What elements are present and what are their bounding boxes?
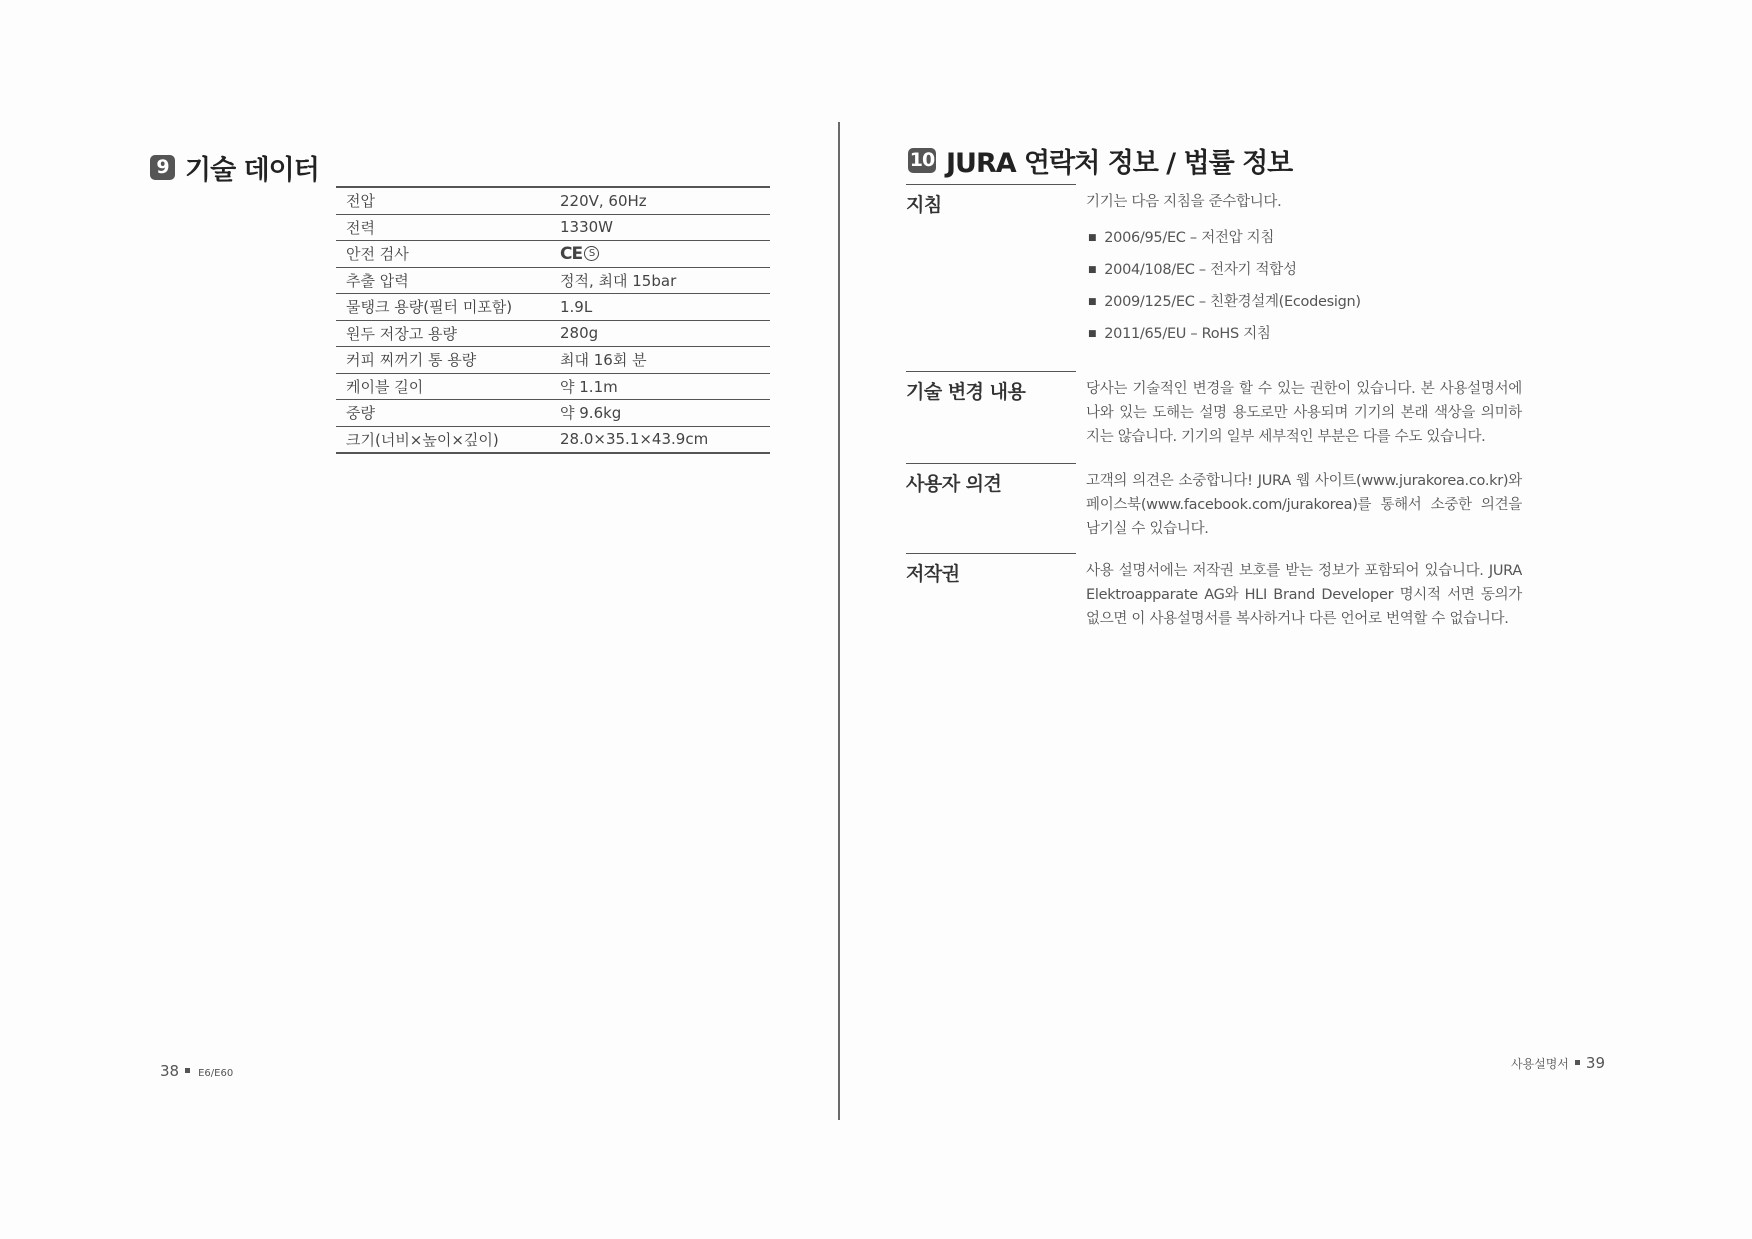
- spec-value: 1.9L: [560, 297, 593, 316]
- table-row: [336, 267, 770, 294]
- spec-label: 물탱크 용량(필터 미포함): [346, 298, 513, 317]
- section-9-title: [150, 148, 319, 187]
- spec-value: 280g: [560, 324, 599, 343]
- divider: [906, 184, 1076, 185]
- directive-list: [1086, 222, 1522, 350]
- user-feedback-text: 고객의 의견은 소중합니다! JURA 웹 사이트(www.jurakorea.co.kr)와 페이스북(www.facebook.com/jurakorea)를 통해서 소중한 의견을 남기실 수 있습니다.: [1086, 473, 1522, 537]
- spec-value: 28.0×35.1×43.9cm: [560, 430, 709, 449]
- spec-label: 크기(너비×높이×깊이): [346, 430, 499, 449]
- model-name: E6/E60: [198, 1068, 234, 1079]
- spec-value: 약 9.6kg: [560, 404, 622, 423]
- section-number-badge: 9: [150, 155, 175, 180]
- user-feedback-heading: 사용자 의견: [906, 473, 1002, 495]
- table-row: [336, 347, 770, 374]
- table-row: [336, 426, 770, 453]
- spec-label: 전력: [346, 218, 375, 237]
- table-row: [336, 241, 770, 268]
- copyright-text: 사용 설명서에는 저작권 보호를 받는 정보가 포함되어 있습니다. JURA Elektroapparate AG와 HLI Brand Developer 명시적 서면 동의가 없으면 이 사용설명서를 복사하거나 다른 언어로 번역할 수 없습니다.: [1086, 563, 1522, 627]
- list-item: ■ 2011/65/EU – RoHS 지침: [1086, 318, 1522, 350]
- spec-label: 중량: [346, 404, 375, 423]
- table-row: [336, 187, 770, 214]
- right-page-footer: [1511, 1054, 1605, 1072]
- spec-label: 원두 저장고 용량: [346, 324, 457, 343]
- spec-value-ce: [550, 241, 770, 268]
- list-item: ■ 2009/125/EC – 친환경설계(Ecodesign): [1086, 286, 1522, 318]
- list-item: ■ 2004/108/EC – 전자기 적합성: [1086, 254, 1522, 286]
- table-row: [336, 214, 770, 241]
- table-row: [336, 373, 770, 400]
- spec-value: 정적, 최대 15bar: [560, 271, 677, 290]
- spec-label: 전압: [346, 192, 375, 211]
- spec-label: 추출 압력: [346, 271, 409, 290]
- section-number-badge: 10: [909, 149, 935, 171]
- spec-table: [336, 186, 770, 454]
- section-title-text: JURA 연락처 정보 / 법률 정보: [946, 148, 1293, 179]
- spec-value: 220V, 60Hz: [560, 191, 647, 210]
- list-item: ■ 2006/95/EC – 저전압 지침: [1086, 222, 1522, 254]
- spec-label: 케이블 길이: [346, 377, 424, 396]
- left-page: [0, 0, 838, 1239]
- page-number: 39: [1585, 1054, 1605, 1072]
- left-page-footer: [160, 1062, 233, 1080]
- divider: [906, 553, 1076, 554]
- table-row: [336, 320, 770, 347]
- divider: [906, 463, 1076, 464]
- bullet-square-icon: [185, 1068, 190, 1073]
- copyright-heading: 저작권: [906, 563, 960, 585]
- spec-label: 커피 찌꺼기 통 용량: [346, 351, 477, 370]
- technical-changes-text: 당사는 기술적인 변경을 할 수 있는 권한이 있습니다. 본 사용설명서에 나와 있는 도해는 설명 용도로만 사용되며 기기의 본래 색상을 의미하지는 않습니다. 기기의 일부 세부적인 부분은 다를 수도 있습니다.: [1086, 381, 1522, 445]
- divider: [906, 371, 1076, 372]
- page-number: 38: [160, 1062, 180, 1080]
- spec-label: 안전 검사: [346, 245, 409, 264]
- technical-changes-heading: 기술 변경 내용: [906, 381, 1026, 403]
- table-row: [336, 400, 770, 427]
- spec-value: 1330W: [560, 218, 614, 237]
- right-page: [840, 0, 1752, 1239]
- directives-heading: 지침: [906, 194, 942, 216]
- directives-intro: 기기는 다음 지침을 준수합니다.: [1086, 194, 1282, 210]
- section-10-title: [908, 141, 1292, 180]
- section-title-text: 기술 데이터: [185, 155, 319, 186]
- ce-mark-icon: CE S: [560, 244, 599, 264]
- spec-value: 약 1.1m: [560, 377, 618, 396]
- manual-label: 사용설명서: [1510, 1057, 1569, 1071]
- bullet-square-icon: [1575, 1060, 1580, 1065]
- table-row: [336, 294, 770, 321]
- spec-value: 최대 16회 분: [560, 351, 647, 370]
- directives-body: [1086, 190, 1522, 350]
